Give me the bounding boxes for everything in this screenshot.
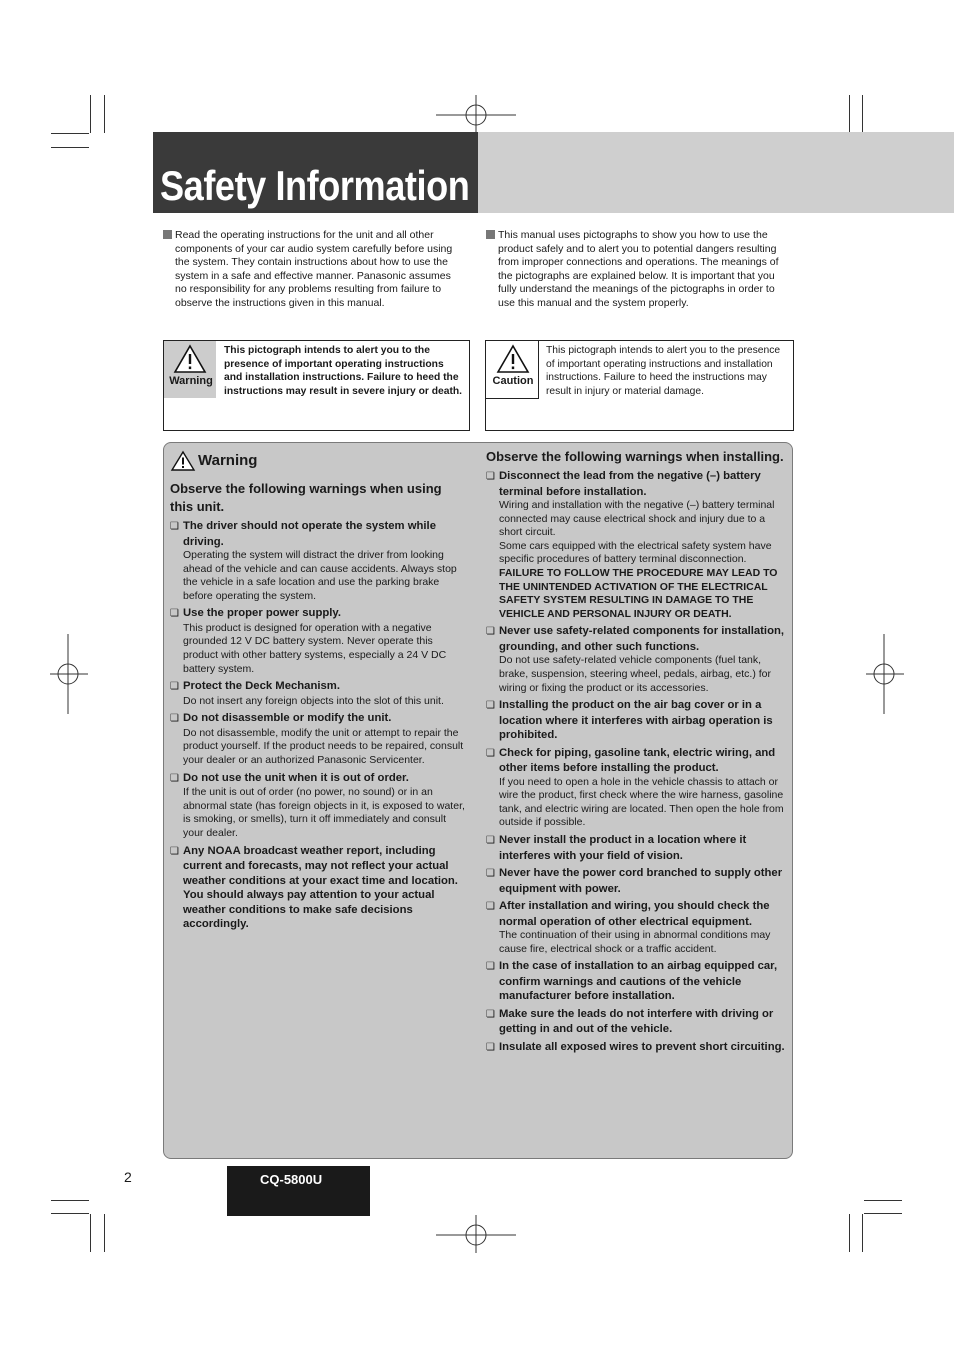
warning-item-title: ❏ Make sure the leads do not interfere with driving or getting in and out of the vehicle. — [486, 1007, 785, 1037]
warning-item — [486, 866, 785, 896]
registration-target-icon — [50, 634, 90, 714]
warning-item-body: Operating the system will distract the driver from looking ahead of the vehicle and can cause accidents. Always stop the vehicle in a safe location and use the parking brake before operating the system. — [183, 549, 457, 602]
warning-item — [486, 833, 785, 863]
warning-item-title: ❏ Any NOAA broadcast weather report, including current and forecasts, may not reflect your actual weather conditions at your exact time and location. You should always pay attention to your actual weather conditions to make safe decisions accordingly. — [170, 844, 468, 932]
page-number: 2 — [124, 1169, 132, 1185]
warning-item-title: ❏ After installation and wiring, you should check the normal operation of other electrical equipment. — [486, 899, 785, 929]
panel-left-column — [170, 450, 468, 932]
warning-item-body: Some cars equipped with the electrical safety system have specific procedures of battery terminal disconnection. — [499, 539, 772, 566]
warning-item — [170, 606, 468, 676]
left-items-list — [170, 519, 468, 932]
warning-item-title: ❏ Never install the product in a location where it interferes with your field of vision. — [486, 833, 785, 863]
warning-item-title: ❏ Use the proper power supply. — [170, 606, 468, 622]
warning-item-title: ❏ Disconnect the lead from the negative (–) battery terminal before installation. — [486, 469, 785, 499]
warning-item — [170, 519, 468, 603]
registration-target-icon — [864, 634, 904, 714]
bullet-square-icon — [486, 230, 495, 239]
warning-item — [486, 1007, 785, 1037]
warning-item-title: ❏ The driver should not operate the system while driving. — [170, 519, 468, 549]
warning-item-title: ❏ Installing the product on the air bag cover or in a location where it interferes with airbag operation is prohibited. — [486, 698, 785, 743]
caution-label: Caution — [492, 375, 534, 387]
warning-triangle-icon — [173, 344, 207, 374]
warning-triangle-icon — [170, 450, 196, 472]
warning-item — [170, 844, 468, 932]
warning-item-body: If the unit is out of order (no power, no sound) or in an abnormal state (has foreign objects in it, is exposed to water, is smoking, or smells), turn it off immediately and consult your dealer. — [183, 786, 465, 839]
warning-item-body: The continuation of their using in abnormal conditions may cause fire, electrical shock or a traffic accident. — [499, 929, 771, 955]
warning-item-body: Wiring and installation with the negative (–) battery terminal connected may cause electrical shock and injury due to a short circuit. — [499, 499, 775, 539]
warning-item — [486, 469, 785, 621]
left-subheading: Observe the following warnings when using this unit. — [170, 481, 442, 514]
warning-item-body: Do not use safety-related vehicle components (fuel tank, brake, suspension, steering wheel, pedals, airbag, etc.) for wiring or fixing the product or its accessories. — [499, 654, 771, 694]
right-items-list — [486, 469, 785, 1055]
page-title: Safety Information — [160, 162, 470, 209]
bullet-square-icon — [163, 230, 172, 239]
warning-item — [170, 679, 468, 708]
warning-label: Warning — [169, 375, 213, 387]
warning-item-title: ❏ Do not use the unit when it is out of order. — [170, 771, 468, 787]
right-subheading: Observe the following warnings when installing. — [486, 449, 784, 464]
warning-item-title: ❏ Check for piping, gasoline tank, electric wiring, and other items before installing the product. — [486, 746, 785, 776]
warning-item-body: Do not disassemble, modify the unit or attempt to repair the product yourself. If the product needs to be repaired, consult your dealer or an authorized Panasonic Servicenter. — [183, 726, 464, 767]
warning-item — [486, 698, 785, 743]
panel-right-column — [486, 448, 785, 1055]
caution-pictograph-box — [485, 340, 794, 431]
warning-item — [486, 899, 785, 956]
warning-item — [486, 624, 785, 695]
warning-item — [486, 746, 785, 830]
title-band-gray — [478, 132, 954, 213]
warning-description: This pictograph intends to alert you to the presence of important operating instructions and installation instructions. Failure to heed the instructions may result in severe injury or death. — [224, 345, 463, 397]
model-badge: CQ-5800U — [227, 1166, 370, 1216]
warning-item-title: ❏ Never use safety-related components for installation, grounding, and other such functions. — [486, 624, 785, 654]
warning-item-body: FAILURE TO FOLLOW THE PROCEDURE MAY LEAD TO THE UNINTENDED ACTIVATION OF THE ELECTRICAL SAFETY SYSTEM RESULTING IN DAMAGE TO THE VEHICLE AND PERSONAL INJURY OR DEATH. — [499, 566, 778, 620]
warning-item-title: ❏ Protect the Deck Mechanism. — [170, 679, 468, 695]
registration-target-icon — [436, 1215, 516, 1255]
warning-item — [170, 711, 468, 767]
warning-item-title: ❏ Do not disassemble or modify the unit. — [170, 711, 468, 727]
warning-item-title: ❏ Insulate all exposed wires to prevent short circuiting. — [486, 1040, 785, 1056]
warning-item — [170, 771, 468, 841]
warning-item-body: This product is designed for operation with a negative grounded 12 V DC battery system. Never operate this product with other battery systems, especially a 24 V DC battery system. — [183, 621, 447, 675]
registration-target-icon — [436, 95, 516, 135]
caution-triangle-icon — [496, 344, 530, 374]
caution-description: This pictograph intends to alert you to the presence of important operating instructions and installation instructions. Failure to heed the instructions may result in injury or material damage. — [546, 345, 781, 397]
intro-right: This manual uses pictographs to show you how to use the product safely and to alert you to potential dangers resulting from improper connections and operations. The meanings of the pictographs are explained below. It is important that you fully understand the meanings of the pictographs in order to use this manual and the system properly. — [486, 229, 780, 311]
warning-item — [486, 1040, 785, 1056]
warning-item-body: If you need to open a hole in the vehicle chassis to attach or wire the product, first check where the wire harness, gasoline tank, and electric wiring are located. Then open the hole from outside if possible. — [499, 775, 784, 829]
warning-item-body: Do not insert any foreign objects into the slot of this unit. — [183, 694, 444, 707]
warning-pictograph-box — [163, 340, 470, 431]
warning-item-title: ❏ In the case of installation to an airbag equipped car, confirm warnings and cautions of the vehicle manufacturer before installation. — [486, 959, 785, 1004]
intro-left: Read the operating instructions for the unit and all other components of your car audio system carefully before using the system. They contain instructions about how to use the system in a safe and effective manner. Panasonic assumes no responsibility for any problems resulting from failure to observe the instructions given in this manual. — [163, 229, 457, 311]
warning-item — [486, 959, 785, 1004]
panel-warning-heading: Warning — [170, 450, 468, 472]
warning-item-title: ❏ Never have the power cord branched to supply other equipment with power. — [486, 866, 785, 896]
